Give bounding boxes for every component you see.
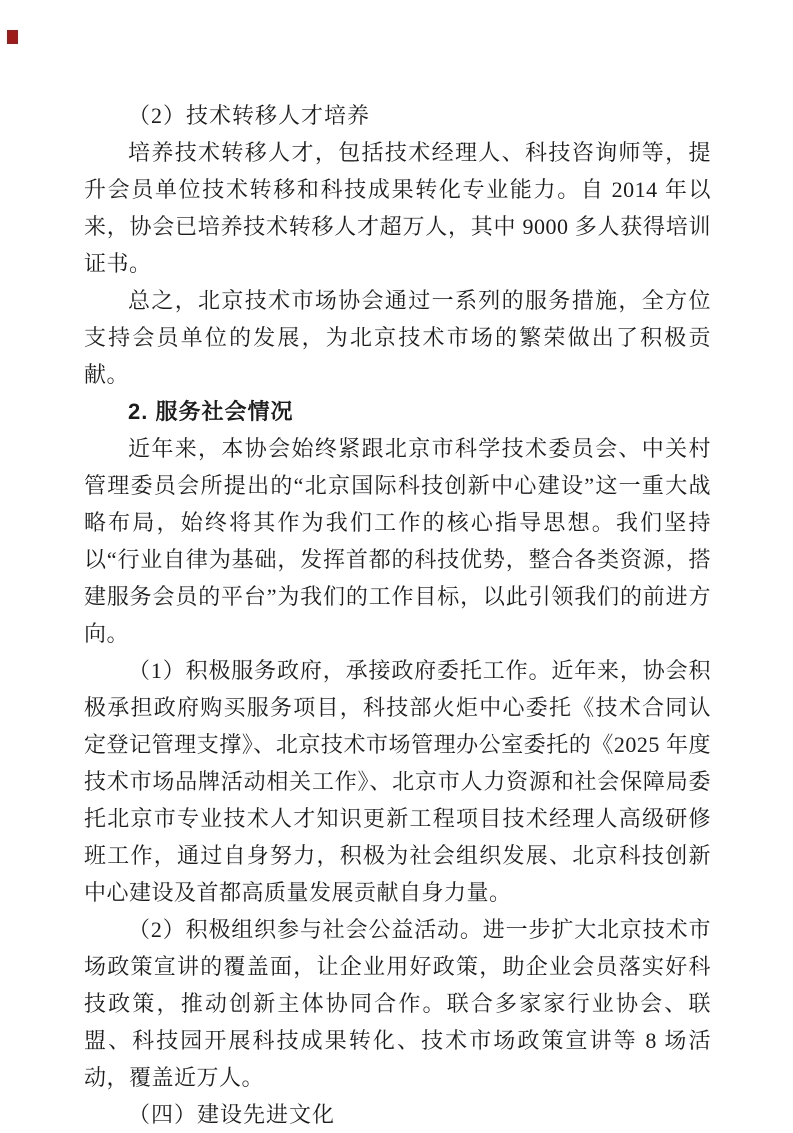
paragraph-training-talent: 培养技术转移人才，包括技术经理人、科技咨询师等，提升会员单位技术转移和科技成果转化专业能力。自 2014 年以来，协会已培养技术转移人才超万人，其中 9000 多人获得培训证书。: [84, 140, 711, 276]
heading-serving-society: 2. 服务社会情况: [128, 399, 294, 424]
paragraph-serving-government: （1）积极服务政府，承接政府委托工作。近年来，协会积极承担政府购买服务项目，科技部火炬中心委托《技术合同认定登记管理支撑》、北京技术市场管理办公室委托的《2025 年度技术市场品牌活动相关工作》、北京市人力资源和社会保障局委托北京市专业技术人才知识更新工程项目技术经理人高级研修班工作，通过自身努力，积极为社会组织发展、北京科技创新中心建设及首都高质量发展贡献自身力量。: [84, 658, 711, 905]
subheading-tech-transfer-training: （2）技术转移人才培养: [128, 103, 371, 128]
paragraph-summary-services: 总之，北京技术市场协会通过一系列的服务措施，全方位支持会员单位的发展，为北京技术市场的繁荣做出了积极贡献。: [84, 288, 711, 387]
paragraph-strategic-guidance: 近年来，本协会始终紧跟北京市科学技术委员会、中关村管理委员会所提出的“北京国际科技创新中心建设”这一重大战略布局，始终将其作为我们工作的核心指导思想。我们坚持以“行业自律为基础，发挥首都的科技优势，整合各类资源，搭建服务会员的平台”为我们的工作目标，以此引领我们的前进方向。: [84, 436, 711, 646]
paragraph-public-welfare: （2）积极组织参与社会公益活动。进一步扩大北京技术市场政策宣讲的覆盖面，让企业用好政策，助企业会员落实好科技政策，推动创新主体协同合作。联合多家家行业协会、联盟、科技园开展科技成果转化、技术市场政策宣讲等 8 场活动，覆盖近万人。: [84, 917, 711, 1090]
document-body: [84, 97, 711, 1133]
page-corner-marker: [7, 30, 18, 44]
subheading-advanced-culture: （四）建设先进文化: [128, 1102, 336, 1127]
